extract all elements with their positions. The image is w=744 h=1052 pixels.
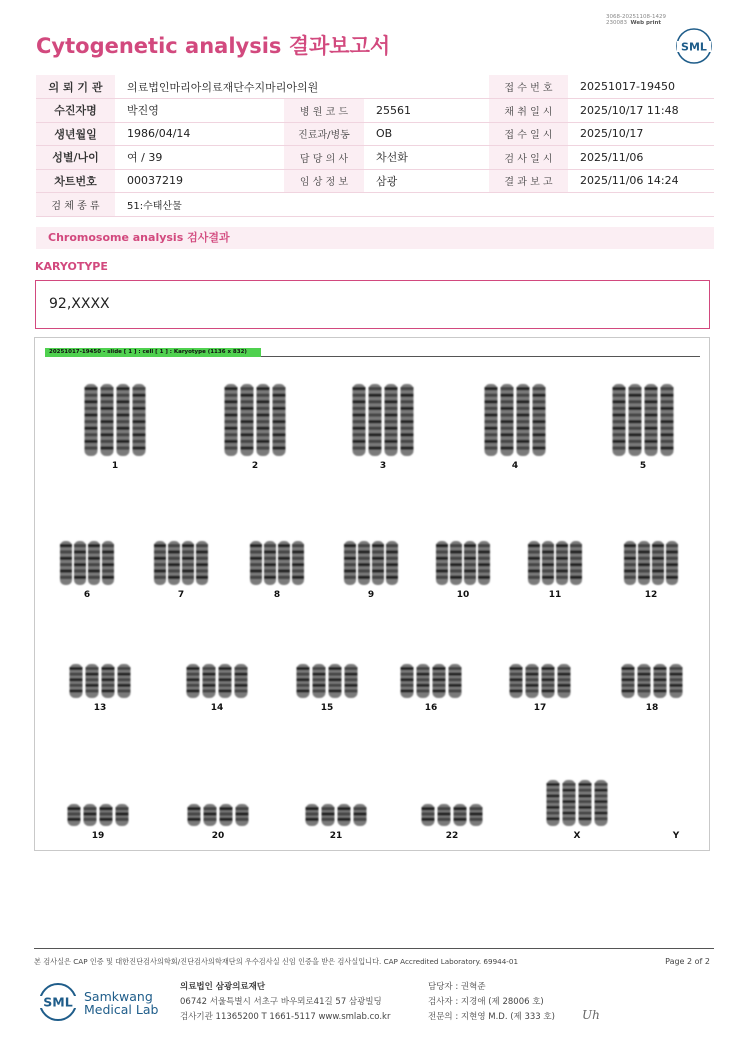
chromosome-21-copy-1 [306,804,319,826]
chromosome-20-copy-1 [188,804,201,826]
chromosome-label-9: 9 [367,590,375,600]
chromosome-10-copy-4 [478,541,490,585]
staff-tester: 검사자 : 지경애 (제 28006 호) [428,997,544,1007]
chromosome-19-copy-4 [116,804,129,826]
chromosome-20-copy-4 [236,804,249,826]
chromosome-20-copy-2 [204,804,217,826]
chromosome-2-copy-2 [241,384,254,456]
chromosome-5-copy-3 [645,384,658,456]
accession-number-label: 접 수 번 호 [489,75,568,99]
chromosome-16-copy-4 [449,664,462,698]
page-number: Page 2 of 2 [665,957,710,966]
chromosome-label-7: 7 [177,590,185,600]
chromosome-X-copy-2 [563,780,576,826]
chromosome-3-copy-2 [369,384,382,456]
chromosome-9-copy-4 [386,541,398,585]
chromosome-9-copy-1 [344,541,356,585]
page-title: Cytogenetic analysis 결과보고서 [36,34,391,58]
physician-value: 차선화 [364,146,489,170]
chromosome-3-copy-1 [353,384,366,456]
info-row [36,193,714,217]
chromosome-12-copy-4 [666,541,678,585]
chromosome-10-copy-3 [464,541,476,585]
chromosome-label-11: 11 [548,590,562,600]
chromosome-12-copy-2 [638,541,650,585]
document-code-line2: 230083 [606,20,628,26]
brand-line2: Medical Lab [84,1002,159,1017]
chromosome-13-copy-2 [86,664,99,698]
info-row [36,169,714,193]
chromosome-19-copy-1 [68,804,81,826]
patient-name-label: 수진자명 [36,99,115,123]
chromosome-13-copy-3 [102,664,115,698]
chromosome-7-copy-4 [196,541,208,585]
chromosome-6-copy-2 [74,541,86,585]
staff-manager: 담당자 : 권혁준 [428,982,486,992]
institution-contact: 검사기관 11365200 T 1661-5117 www.smlab.co.kr [180,1012,391,1022]
chromosome-19-copy-3 [100,804,113,826]
chromosome-8-copy-3 [278,541,290,585]
sml-logo-icon [675,27,713,65]
chromosome-8-copy-2 [264,541,276,585]
brand-line1: Samkwang [84,989,153,1004]
chromosome-label-6: 6 [83,590,91,600]
chromosome-22-copy-2 [438,804,451,826]
chromosome-16-copy-1 [401,664,414,698]
chromosome-18-copy-4 [670,664,683,698]
chromosome-label-12: 12 [644,590,658,600]
chromosome-label-2: 2 [251,461,259,471]
chromosome-2-copy-4 [273,384,286,456]
requesting-institution-value: 의료법인마리아의료재단수지마리아의원 [115,75,489,99]
chromosome-7-copy-3 [182,541,194,585]
chromosome-21-copy-3 [338,804,351,826]
test-date-value: 2025/11/06 [568,146,714,170]
receipt-time-label: 접 수 일 시 [489,122,568,146]
requesting-institution-label: 의 뢰 기 관 [36,75,115,99]
chromosome-5-copy-2 [629,384,642,456]
department-value: OB [364,122,489,146]
chromosome-4-copy-3 [517,384,530,456]
chromosome-15-copy-4 [345,664,358,698]
clinical-info-value: 삼광 [364,169,489,193]
institution-info [180,980,390,1025]
chromosome-20-copy-3 [220,804,233,826]
document-code-line1: 3068-20251108-1429 [606,14,666,20]
chromosome-label-18: 18 [645,703,659,713]
specimen-type-value: 51:수태산물 [115,193,714,217]
staff-info [428,980,555,1025]
chromosome-4-copy-2 [501,384,514,456]
chromosome-label-17: 17 [533,703,547,713]
chromosome-8-copy-4 [292,541,304,585]
chromosome-X-copy-1 [547,780,560,826]
chromosome-11-copy-3 [556,541,568,585]
collection-time-value: 2025/10/17 11:48 [568,99,714,123]
chromosome-10-copy-1 [436,541,448,585]
chromosome-6-copy-4 [102,541,114,585]
chromosome-4-copy-1 [485,384,498,456]
specimen-type-label: 검 체 종 류 [36,193,115,217]
info-row [36,146,714,170]
chromosome-18-copy-3 [654,664,667,698]
chromosome-13-copy-4 [118,664,131,698]
chromosome-X-copy-4 [595,780,608,826]
chromosome-5-copy-1 [613,384,626,456]
chromosome-14-copy-4 [235,664,248,698]
chromosome-1-copy-4 [133,384,146,456]
chromosome-label-16: 16 [424,703,438,713]
chromosome-4-copy-4 [533,384,546,456]
institution-name: 의료법인 삼광의료재단 [180,982,266,992]
department-label: 진료과/병동 [284,122,364,146]
chromosome-label-5: 5 [639,461,647,471]
info-row [36,122,714,146]
chromosome-21-copy-4 [354,804,367,826]
sex-age-value: 여 / 39 [115,146,284,170]
chromosome-21-copy-2 [322,804,335,826]
chromosome-16-copy-2 [417,664,430,698]
chromosome-22-copy-3 [454,804,467,826]
karyogram-image [34,337,710,851]
chromosome-label-21: 21 [329,831,343,841]
chromosome-17-copy-3 [542,664,555,698]
hospital-code-value: 25561 [364,99,489,123]
report-time-value: 2025/11/06 14:24 [568,169,714,193]
chromosome-label-8: 8 [273,590,281,600]
birth-date-label: 생년월일 [36,122,115,146]
chromosome-12-copy-1 [624,541,636,585]
chromosome-7-copy-2 [168,541,180,585]
chromosome-10-copy-2 [450,541,462,585]
chromosome-6-copy-1 [60,541,72,585]
sex-age-label: 성별/나이 [36,146,115,170]
chromosome-label-15: 15 [320,703,334,713]
chromosome-17-copy-2 [526,664,539,698]
accession-number-value: 20251017-19450 [568,75,714,99]
chromosome-9-copy-2 [358,541,370,585]
chromosome-1-copy-2 [101,384,114,456]
chromosome-16-copy-3 [433,664,446,698]
chromosome-label-19: 19 [91,831,105,841]
collection-time-label: 채 취 일 시 [489,99,568,123]
chromosome-11-copy-4 [570,541,582,585]
web-print-label: Web print [630,20,662,26]
receipt-time-value: 2025/10/17 [568,122,714,146]
karyotype-result: 92,XXXX [35,280,710,329]
chromosome-22-copy-1 [422,804,435,826]
chromosome-11-copy-2 [542,541,554,585]
chromosome-label-10: 10 [456,590,470,600]
chart-number-value: 00037219 [115,169,284,193]
footer-logo-text: SML [43,994,73,1010]
karyogram-caption: 20251017-19450 - slide [ 1 ] : cell [ 1 ] : Karyotype (1136 x 832) [45,348,261,357]
chromosome-3-copy-3 [385,384,398,456]
chromosome-15-copy-1 [297,664,310,698]
document-code [606,14,666,26]
chromosome-9-copy-3 [372,541,384,585]
brand-name [84,990,158,1016]
chromosome-6-copy-3 [88,541,100,585]
signature: Uh [582,1008,600,1022]
chromosome-label-4: 4 [511,461,519,471]
chromosome-label-Y: Y [672,831,680,841]
chromosome-12-copy-3 [652,541,664,585]
chromosome-14-copy-2 [203,664,216,698]
chromosome-label-13: 13 [93,703,107,713]
chart-number-label: 차트번호 [36,169,115,193]
chromosome-label-1: 1 [111,461,119,471]
chromosome-15-copy-3 [329,664,342,698]
chromosome-17-copy-4 [558,664,571,698]
chromosome-1-copy-1 [85,384,98,456]
chromosome-18-copy-2 [638,664,651,698]
chromosome-label-X: X [573,831,581,841]
info-row [36,75,714,99]
chromosome-7-copy-1 [154,541,166,585]
chromosome-18-copy-1 [622,664,635,698]
chromosome-X-copy-3 [579,780,592,826]
chromosome-17-copy-1 [510,664,523,698]
chromosome-label-14: 14 [210,703,224,713]
chromosome-11-copy-1 [528,541,540,585]
info-row [36,99,714,123]
chromosome-2-copy-3 [257,384,270,456]
karyotype-label: KARYOTYPE [35,260,108,273]
chromosome-5-copy-4 [661,384,674,456]
chromosome-22-copy-4 [470,804,483,826]
chromosome-14-copy-3 [219,664,232,698]
report-time-label: 결 과 보 고 [489,169,568,193]
logo-text: SML [681,40,707,54]
chromosome-8-copy-1 [250,541,262,585]
chromosome-label-3: 3 [379,461,387,471]
birth-date-value: 1986/04/14 [115,122,284,146]
section-title: Chromosome analysis 검사결과 [36,227,714,249]
footer-sml-logo-icon [38,982,78,1022]
chromosome-14-copy-1 [187,664,200,698]
footer-accreditation-note: 본 검사실은 CAP 인증 및 대한진단검사의학회/진단검사의학재단의 우수검사실 신임 인증을 받은 검사실입니다. CAP Accredited Laboratory. 69944-01 [34,957,519,966]
clinical-info-label: 임 상 정 보 [284,169,364,193]
chromosome-label-22: 22 [445,831,459,841]
karyogram-chromosomes [35,338,711,852]
chromosome-3-copy-4 [401,384,414,456]
test-date-label: 검 사 일 시 [489,146,568,170]
chromosome-13-copy-1 [70,664,83,698]
institution-address: 06742 서울특별시 서초구 바우뫼로41길 57 삼광빌딩 [180,997,382,1007]
patient-info-table [36,75,714,217]
chromosome-1-copy-3 [117,384,130,456]
chromosome-label-20: 20 [211,831,225,841]
chromosome-2-copy-1 [225,384,238,456]
hospital-code-label: 병 원 코 드 [284,99,364,123]
physician-label: 담 당 의 사 [284,146,364,170]
chromosome-15-copy-2 [313,664,326,698]
footer-divider [34,948,714,949]
chromosome-19-copy-2 [84,804,97,826]
patient-name-value: 박진영 [115,99,284,123]
staff-specialist: 전문의 : 지현영 M.D. (제 333 호) [428,1012,555,1022]
